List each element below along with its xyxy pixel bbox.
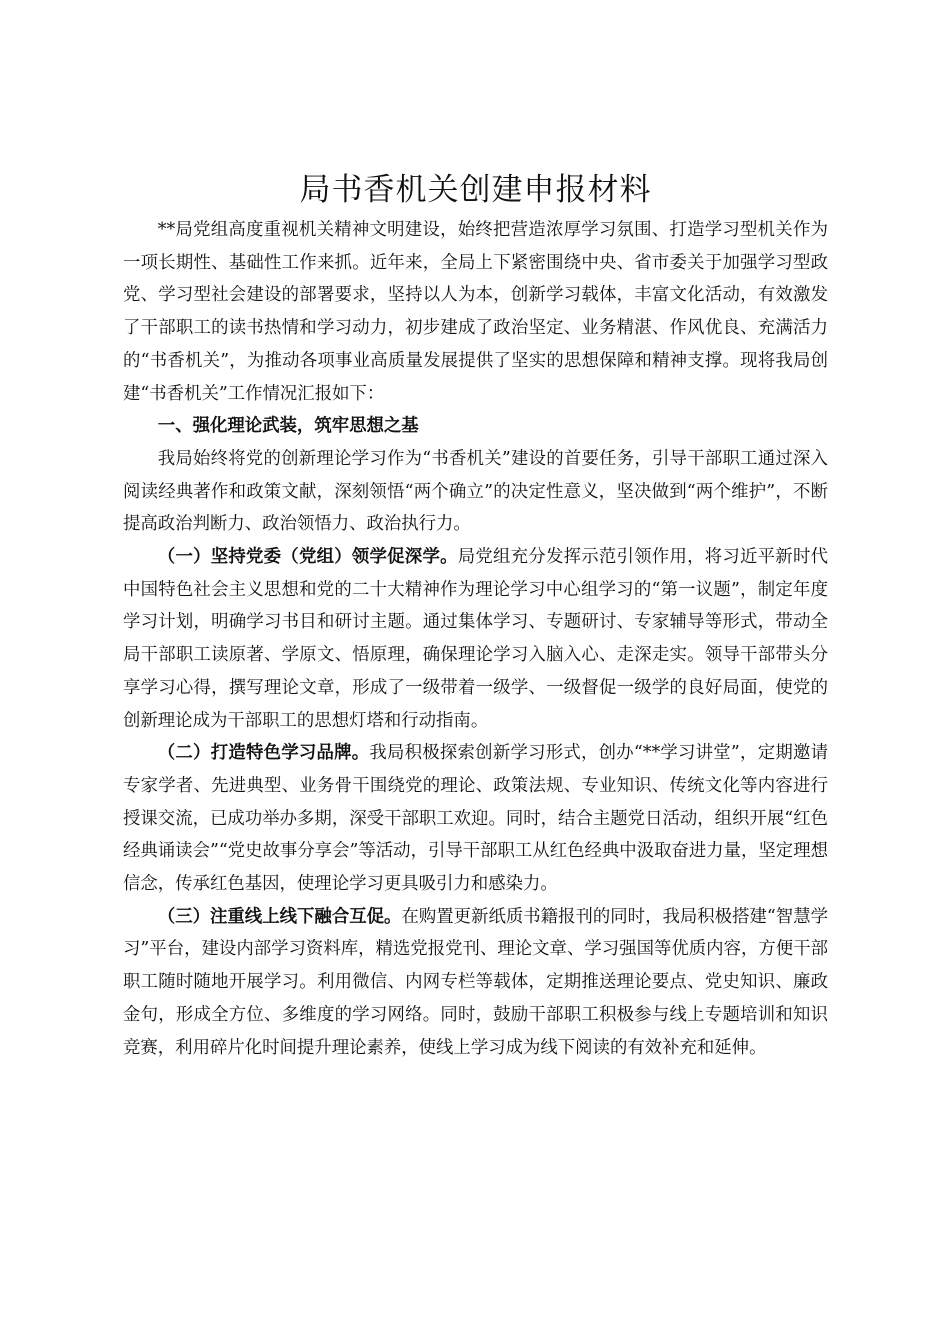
intro-paragraph: **局党组高度重视机关精神文明建设，始终把营造浓厚学习氛围、打造学习型机关作为一项长期性、基础性工作来抓。近年来，全局上下紧密围绕中央、省市委关于加强学习型政党、学习型社会建设的部署要求，坚持以人为本，创新学习载体，丰富文化活动，有效激发了干部职工的读书热情和学习动力，初步建成了政治坚定、业务精湛、作风优良、充满活力的“书香机关”，为推动各项事业高质量发展提供了坚实的思想保障和精神支撑。现将我局创建“书香机关”工作情况汇报如下： [123, 220, 828, 404]
item-paragraph-2 [123, 737, 828, 901]
document-title: 局书香机关创建申报材料 [299, 172, 652, 208]
item-lead-3: （三）注重线上线下融合互促。 [157, 906, 402, 927]
item-text-3: 在购置更新纸质书籍报刊的同时，我局积极搭建“智慧学习”平台，建设内部学习资料库，精选党报党刊、理论文章、学习强国等优质内容，方便干部职工随时随地开展学习。利用微信、内网专栏等载体，定期推送理论要点、党史知识、廉政金句，形成全方位、多维度的学习网络。同时，鼓励干部职工积极参与线上专题培训和知识竞赛，利用碎片化时间提升理论素养，使线上学习成为线下阅读的有效补充和延伸。 [123, 906, 828, 1058]
item-paragraph-3 [123, 901, 828, 1065]
item-lead-1: （一）坚持党委（党组）领学促深学。 [157, 547, 458, 568]
section-1-body: 我局始终将党的创新理论学习作为“书香机关”建设的首要任务，引导干部职工通过深入阅读经典著作和政策文献，深刻领悟“两个确立”的决定性意义，坚决做到“两个维护”，不断提高政治判断力、政治领悟力、政治执行力。 [123, 448, 828, 535]
item-lead-2: （二）打造特色学习品牌。 [157, 743, 370, 764]
item-text-2: 我局积极探索创新学习形式，创办“**学习讲堂”，定期邀请专家学者、先进典型、业务骨干围绕党的理论、政策法规、专业知识、传统文化等内容进行授课交流，已成功举办多期，深受干部职工欢迎。同时，结合主题党日活动，组织开展“红色经典诵读会”“党史故事分享会”等活动，引导干部职工从红色经典中汲取奋进力量，坚定理想信念，传承红色基因，使理论学习更具吸引力和感染力。 [123, 743, 828, 895]
section-heading-1: 一、强化理论武装，筑牢思想之基 [157, 416, 419, 437]
item-paragraph-1 [123, 541, 828, 737]
item-text-1: 局党组充分发挥示范引领作用，将习近平新时代中国特色社会主义思想和党的二十大精神作为理论学习中心组学习的“第一议题”，制定年度学习计划，明确学习书目和研讨主题。通过集体学习、专题研讨、专家辅导等形式，带动全局干部职工读原著、学原文、悟原理，确保理论学习入脑入心、走深走实。领导干部带头分享学习心得，撰写理论文章，形成了一级带着一级学、一级督促一级学的良好局面，使党的创新理论成为干部职工的思想灯塔和行动指南。 [123, 547, 828, 731]
document-page [123, 166, 828, 1064]
